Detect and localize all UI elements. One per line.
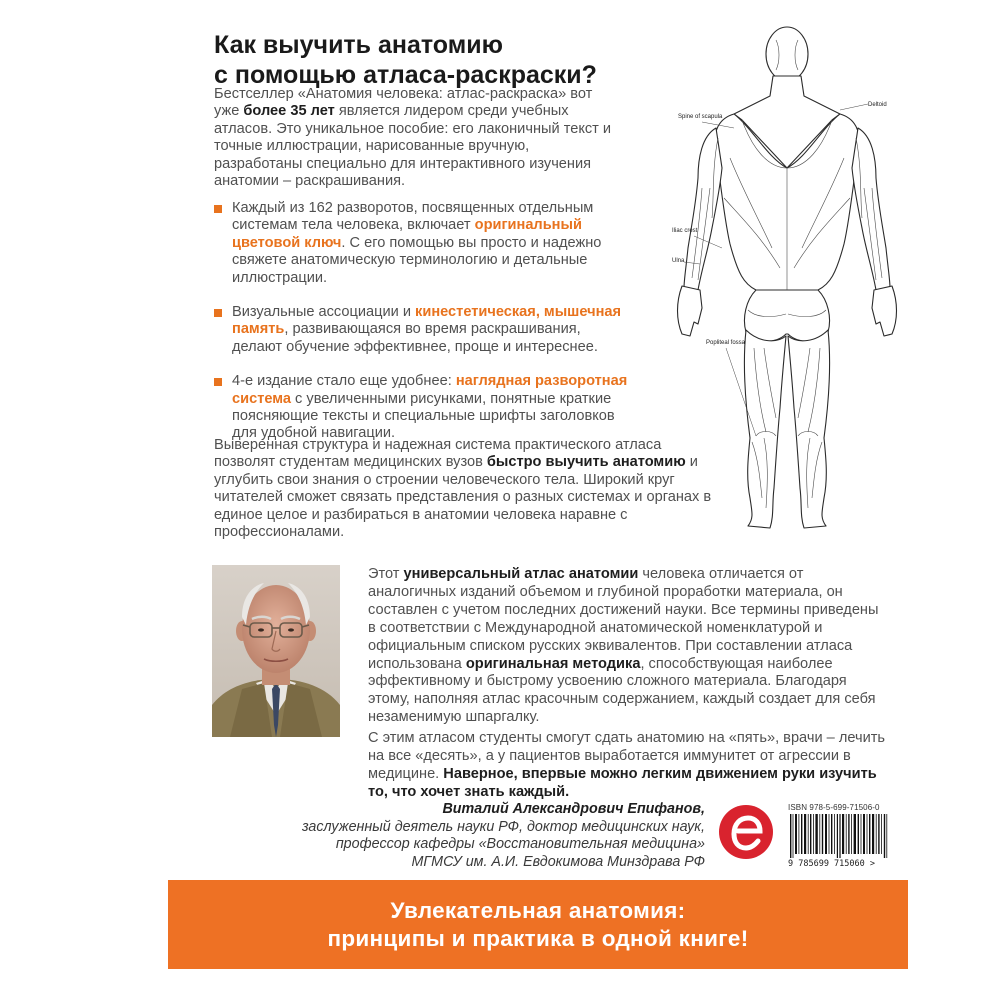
feature-item [214, 200, 634, 287]
feature-text: 4-е издание стало еще удобнее: [232, 373, 456, 390]
intro-text-2: является лидером среди учебных атласов. Это уникальное пособие: его лаконичный текст и точные иллюстрации, нарисованные вручную, разработаны специально для интерактивного изучения анатомии – раскрашивания. [214, 103, 612, 190]
author-title-line: МГМСУ им. А.И. Евдокимова Минздрава РФ [411, 853, 705, 870]
bio-text-2: человека отличается от аналогичных изданий объемом и глубиной проработки материала, он составлен с учетом последних достижений науки. Все термины приведены в соответствии с Международной анатомической номенклатурой и официальным списком русских эквивалентов. При составлении атласа использована [368, 566, 879, 672]
author-signature [205, 801, 705, 871]
feature-text: Каждый из 162 разворотов, посвященных отдельным системам тела человека, включает [232, 200, 594, 234]
feature-text: Визуальные ассоциации и [232, 304, 416, 321]
publisher-logo-icon [718, 804, 774, 860]
label-popliteal-fossa: Popliteal fossa [706, 340, 746, 346]
label-ulna: Ulna [672, 258, 685, 264]
summary-bold: быстро выучить анатомию [486, 454, 686, 471]
quote-text: С этим атласом студенты смогут сдать анатомию на «пять», врачи – лечить на все «десять», а у пациентов выработается иммунитет от агрессии в медицине. [368, 730, 886, 782]
summary-paragraph [214, 437, 714, 541]
quote-paragraph [368, 730, 886, 802]
bio-text-1: Этот [368, 566, 404, 582]
label-spine-of-scapula: Spine of scapula [678, 114, 723, 120]
barcode-icon [788, 814, 892, 858]
slogan-line-2: принципы и практика в одной книге! [327, 925, 749, 951]
feature-text: с увеличенными рисунками, понятные краткие поясняющие тексты и специальные шрифты заголовков для удобной навигации. [232, 390, 615, 442]
author-title-line: профессор кафедры «Восстановительная медицина» [335, 836, 705, 852]
feature-highlight: оригинальный цветовой ключ [232, 217, 582, 251]
feature-text: . С его помощью вы просто и надежно свяжете анатомическую терминологию и детальные иллюстрации. [232, 234, 602, 286]
intro-text-1: Бестселлер «Анатомия человека: атлас-раскраска» вот уже [214, 86, 593, 120]
feature-item [214, 373, 634, 443]
title-line-1: Как выучить анатомию [214, 31, 503, 59]
bullet-square-icon [214, 378, 222, 386]
slogan-line-1: Увлекательная анатомия: [390, 897, 686, 923]
intro-bold: более 35 лет [243, 103, 335, 120]
feature-item [214, 304, 634, 356]
bullet-square-icon [214, 205, 222, 213]
summary-text-1: Выверенная структура и надежная система практического атласа позволят студентам медицинских вузов [214, 437, 662, 471]
intro-paragraph [214, 86, 614, 190]
feature-text: , развивающаяся во время раскрашивания, делают обучение эффективнее, проще и интереснее. [232, 321, 598, 355]
bullet-square-icon [214, 309, 222, 317]
feature-highlight: наглядная разворотная система [232, 373, 628, 407]
author-name: Виталий Александрович Епифанов, [442, 801, 705, 817]
quote-bold: Наверное, впервые можно легким движением руки изучить то, что хочет знать каждый. [368, 765, 877, 800]
slogan-banner [168, 880, 908, 969]
title-line-2: с помощью атласа-раскраски? [214, 61, 597, 89]
isbn-label: ISBN 978-5-699-71506-0 [788, 803, 880, 812]
feature-list [214, 200, 634, 460]
page-title [214, 30, 674, 90]
muscle-anatomy-illustration [672, 18, 902, 540]
bio-bold-2: оригинальная методика [465, 655, 641, 672]
bio-bold-1: универсальный атлас анатомии [403, 566, 639, 582]
author-title-line: заслуженный деятель науки РФ, доктор медицинских наук, [301, 818, 705, 835]
author-portrait-image [212, 565, 340, 737]
bio-text-3: , способствующая наиболее эффективному и быстрому усвоению сложного материала. Благодаря этому, наполняя атлас красочным содержанием, каждый создает для себя незаменимую шпаргалку. [368, 655, 876, 726]
summary-text-2: и углубить свои знания о строении человеческого тела. Широкий круг читателей сможет связать представления о разных системах и органах в единое целое и разбираться в анатомии человека наравне с профессионалами. [214, 454, 712, 541]
feature-highlight: кинестетическая, мышечная память [232, 304, 622, 338]
book-description-paragraph [368, 566, 886, 727]
label-iliac-crest: Iliac crest [672, 228, 698, 234]
author-photo [212, 565, 340, 737]
isbn-digits: 9 785699 715060 > [788, 859, 875, 869]
label-deltoid: Deltoid [868, 102, 887, 108]
isbn-block [788, 803, 892, 869]
